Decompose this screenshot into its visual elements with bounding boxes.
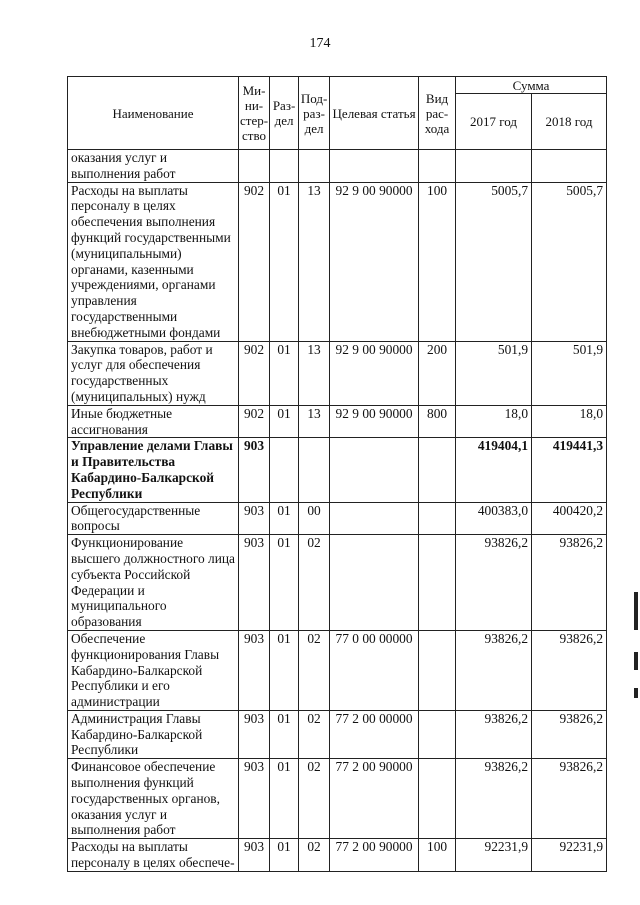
cell-sum-2017: 501,9: [456, 341, 532, 405]
cell-name: Функционирование высшего должностного лица субъекта Российской Федерации и муниципального образования: [68, 535, 239, 631]
cell-ministry: 903: [239, 710, 270, 758]
cell-target-article: 92 9 00 90000: [330, 182, 419, 341]
cell-name: Закупка товаров, работ и услуг для обеспечения государственных (муниципальных) нужд: [68, 341, 239, 405]
cell-subsection: 02: [299, 630, 330, 710]
cell-sum-2017: 419404,1: [456, 438, 532, 502]
cell-subsection: 02: [299, 839, 330, 872]
cell-subsection: 02: [299, 710, 330, 758]
cell-sum-2017: 93826,2: [456, 630, 532, 710]
cell-expense-type: [419, 438, 456, 502]
cell-ministry: 902: [239, 405, 270, 438]
cell-sum-2017: 92231,9: [456, 839, 532, 872]
cell-ministry: 903: [239, 502, 270, 535]
cell-ministry: 902: [239, 182, 270, 341]
cell-target-article: 77 2 00 00000: [330, 710, 419, 758]
cell-sum-2018: 93826,2: [532, 535, 607, 631]
cell-target-article: 77 0 00 00000: [330, 630, 419, 710]
cell-ministry: 903: [239, 839, 270, 872]
cell-ministry: 903: [239, 630, 270, 710]
cell-subsection: 00: [299, 502, 330, 535]
cell-target-article: 92 9 00 90000: [330, 341, 419, 405]
cell-sum-2017: 5005,7: [456, 182, 532, 341]
cell-sum-2017: 93826,2: [456, 535, 532, 631]
cell-section: 01: [270, 502, 299, 535]
cell-ministry: [239, 150, 270, 183]
table-row: [68, 438, 607, 502]
cell-sum-2018: [532, 150, 607, 183]
cell-target-article: [330, 535, 419, 631]
header-subsection: Под-раз-дел: [299, 77, 330, 150]
header-target-article: Целевая статья: [330, 77, 419, 150]
cell-expense-type: [419, 759, 456, 839]
page-number: 174: [309, 36, 331, 51]
header-sum: Сумма: [456, 77, 607, 94]
table-row: [68, 630, 607, 710]
cell-sum-2018: 92231,9: [532, 839, 607, 872]
table-row: [68, 150, 607, 183]
cell-sum-2018: 93826,2: [532, 759, 607, 839]
cell-sum-2017: [456, 150, 532, 183]
cell-name: Расходы на выплаты персоналу в целях обеспече-: [68, 839, 239, 872]
cell-sum-2017: 93826,2: [456, 710, 532, 758]
cell-section: 01: [270, 759, 299, 839]
cell-expense-type: 800: [419, 405, 456, 438]
table-row: [68, 759, 607, 839]
cell-ministry: 903: [239, 438, 270, 502]
cell-sum-2017: 400383,0: [456, 502, 532, 535]
cell-expense-type: [419, 502, 456, 535]
cell-expense-type: 100: [419, 182, 456, 341]
cell-section: [270, 150, 299, 183]
cell-sum-2018: 5005,7: [532, 182, 607, 341]
cell-subsection: [299, 150, 330, 183]
cell-subsection: 13: [299, 182, 330, 341]
header-year-2018: 2018 год: [532, 94, 607, 150]
cell-sum-2017: 93826,2: [456, 759, 532, 839]
cell-expense-type: [419, 630, 456, 710]
cell-section: 01: [270, 839, 299, 872]
cell-sum-2018: 501,9: [532, 341, 607, 405]
cell-sum-2018: 93826,2: [532, 630, 607, 710]
cell-target-article: [330, 502, 419, 535]
cell-target-article: 77 2 00 90000: [330, 839, 419, 872]
budget-table: [67, 76, 607, 872]
cell-section: 01: [270, 341, 299, 405]
header-section: Раз-дел: [270, 77, 299, 150]
cell-section: 01: [270, 710, 299, 758]
cell-expense-type: [419, 710, 456, 758]
cell-section: 01: [270, 630, 299, 710]
cell-sum-2018: 419441,3: [532, 438, 607, 502]
cell-name: Расходы на выплаты персоналу в целях обеспечения выполнения функций государственными (муниципальными) органами, казенными учреждениями, органами управления государственными внебюджетными фондами: [68, 182, 239, 341]
header-expense-type: Вид рас-хода: [419, 77, 456, 150]
cell-subsection: 13: [299, 341, 330, 405]
cell-subsection: 02: [299, 535, 330, 631]
cell-sum-2017: 18,0: [456, 405, 532, 438]
cell-ministry: 903: [239, 535, 270, 631]
cell-name: оказания услуг и выполнения работ: [68, 150, 239, 183]
cell-name: Обеспечение функционирования Главы Кабардино-Балкарской Республики и его администрации: [68, 630, 239, 710]
cell-name: Финансовое обеспечение выполнения функций государственных органов, оказания услуг и выполнения работ: [68, 759, 239, 839]
cell-section: 01: [270, 535, 299, 631]
table-row: [68, 710, 607, 758]
cell-name: Общегосударственные вопросы: [68, 502, 239, 535]
cell-section: 01: [270, 182, 299, 341]
table-row: [68, 502, 607, 535]
header-ministry: Ми-ни-стер-ство: [239, 77, 270, 150]
cell-subsection: [299, 438, 330, 502]
cell-subsection: 13: [299, 405, 330, 438]
scan-edge-marks: [629, 592, 640, 698]
header-row: [68, 77, 607, 94]
cell-sum-2018: 400420,2: [532, 502, 607, 535]
cell-ministry: 902: [239, 341, 270, 405]
table-row: [68, 341, 607, 405]
cell-expense-type: 200: [419, 341, 456, 405]
cell-subsection: 02: [299, 759, 330, 839]
cell-name: Управление делами Главы и Правительства Кабардино-Балкарской Республики: [68, 438, 239, 502]
table-row: [68, 182, 607, 341]
table-row: [68, 839, 607, 872]
cell-expense-type: 100: [419, 839, 456, 872]
cell-section: 01: [270, 405, 299, 438]
table-row: [68, 535, 607, 631]
cell-target-article: [330, 438, 419, 502]
table-body: [68, 150, 607, 872]
cell-sum-2018: 18,0: [532, 405, 607, 438]
header-name: Наименование: [68, 77, 239, 150]
cell-target-article: [330, 150, 419, 183]
table-row: [68, 405, 607, 438]
cell-target-article: 92 9 00 90000: [330, 405, 419, 438]
cell-ministry: 903: [239, 759, 270, 839]
header-year-2017: 2017 год: [456, 94, 532, 150]
cell-expense-type: [419, 150, 456, 183]
cell-sum-2018: 93826,2: [532, 710, 607, 758]
cell-section: [270, 438, 299, 502]
cell-target-article: 77 2 00 90000: [330, 759, 419, 839]
cell-name: Иные бюджетные ассигнования: [68, 405, 239, 438]
cell-expense-type: [419, 535, 456, 631]
cell-name: Администрация Главы Кабардино-Балкарской Республики: [68, 710, 239, 758]
